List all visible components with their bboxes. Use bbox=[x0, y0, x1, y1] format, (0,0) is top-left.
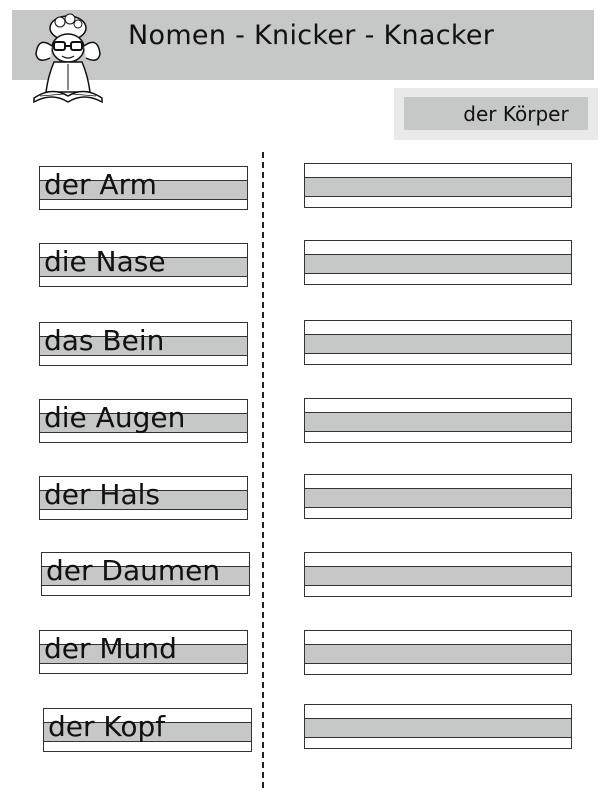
writing-line-7[interactable] bbox=[304, 630, 572, 675]
word-line-5 bbox=[39, 476, 248, 520]
word-text: die Nase bbox=[44, 245, 166, 278]
writing-line-1[interactable] bbox=[304, 163, 572, 208]
topic-label-box bbox=[404, 97, 588, 130]
writing-line-8[interactable] bbox=[304, 704, 572, 749]
writing-line-3[interactable] bbox=[304, 320, 572, 365]
word-line-2 bbox=[39, 243, 248, 287]
writing-line-4[interactable] bbox=[304, 398, 572, 443]
page-title: Nomen - Knicker - Knacker bbox=[128, 20, 495, 51]
dashed-divider bbox=[262, 152, 264, 788]
topic-label: der Körper bbox=[463, 101, 569, 126]
writing-line-6[interactable] bbox=[304, 552, 572, 597]
word-line-7 bbox=[39, 630, 248, 674]
word-text: die Augen bbox=[44, 401, 186, 434]
word-line-4 bbox=[39, 399, 248, 443]
writing-line-5[interactable] bbox=[304, 474, 572, 519]
word-line-6 bbox=[41, 552, 250, 596]
word-text: der Daumen bbox=[46, 554, 221, 587]
word-line-1 bbox=[39, 166, 248, 210]
word-line-8 bbox=[43, 708, 252, 752]
writing-line-2[interactable] bbox=[304, 240, 572, 285]
word-text: der Mund bbox=[44, 632, 177, 665]
mascot-illustration bbox=[28, 6, 108, 106]
word-text: der Arm bbox=[44, 168, 157, 201]
word-line-3 bbox=[39, 322, 248, 366]
word-text: das Bein bbox=[44, 324, 165, 357]
word-text: der Kopf bbox=[48, 710, 166, 743]
word-text: der Hals bbox=[44, 478, 160, 511]
